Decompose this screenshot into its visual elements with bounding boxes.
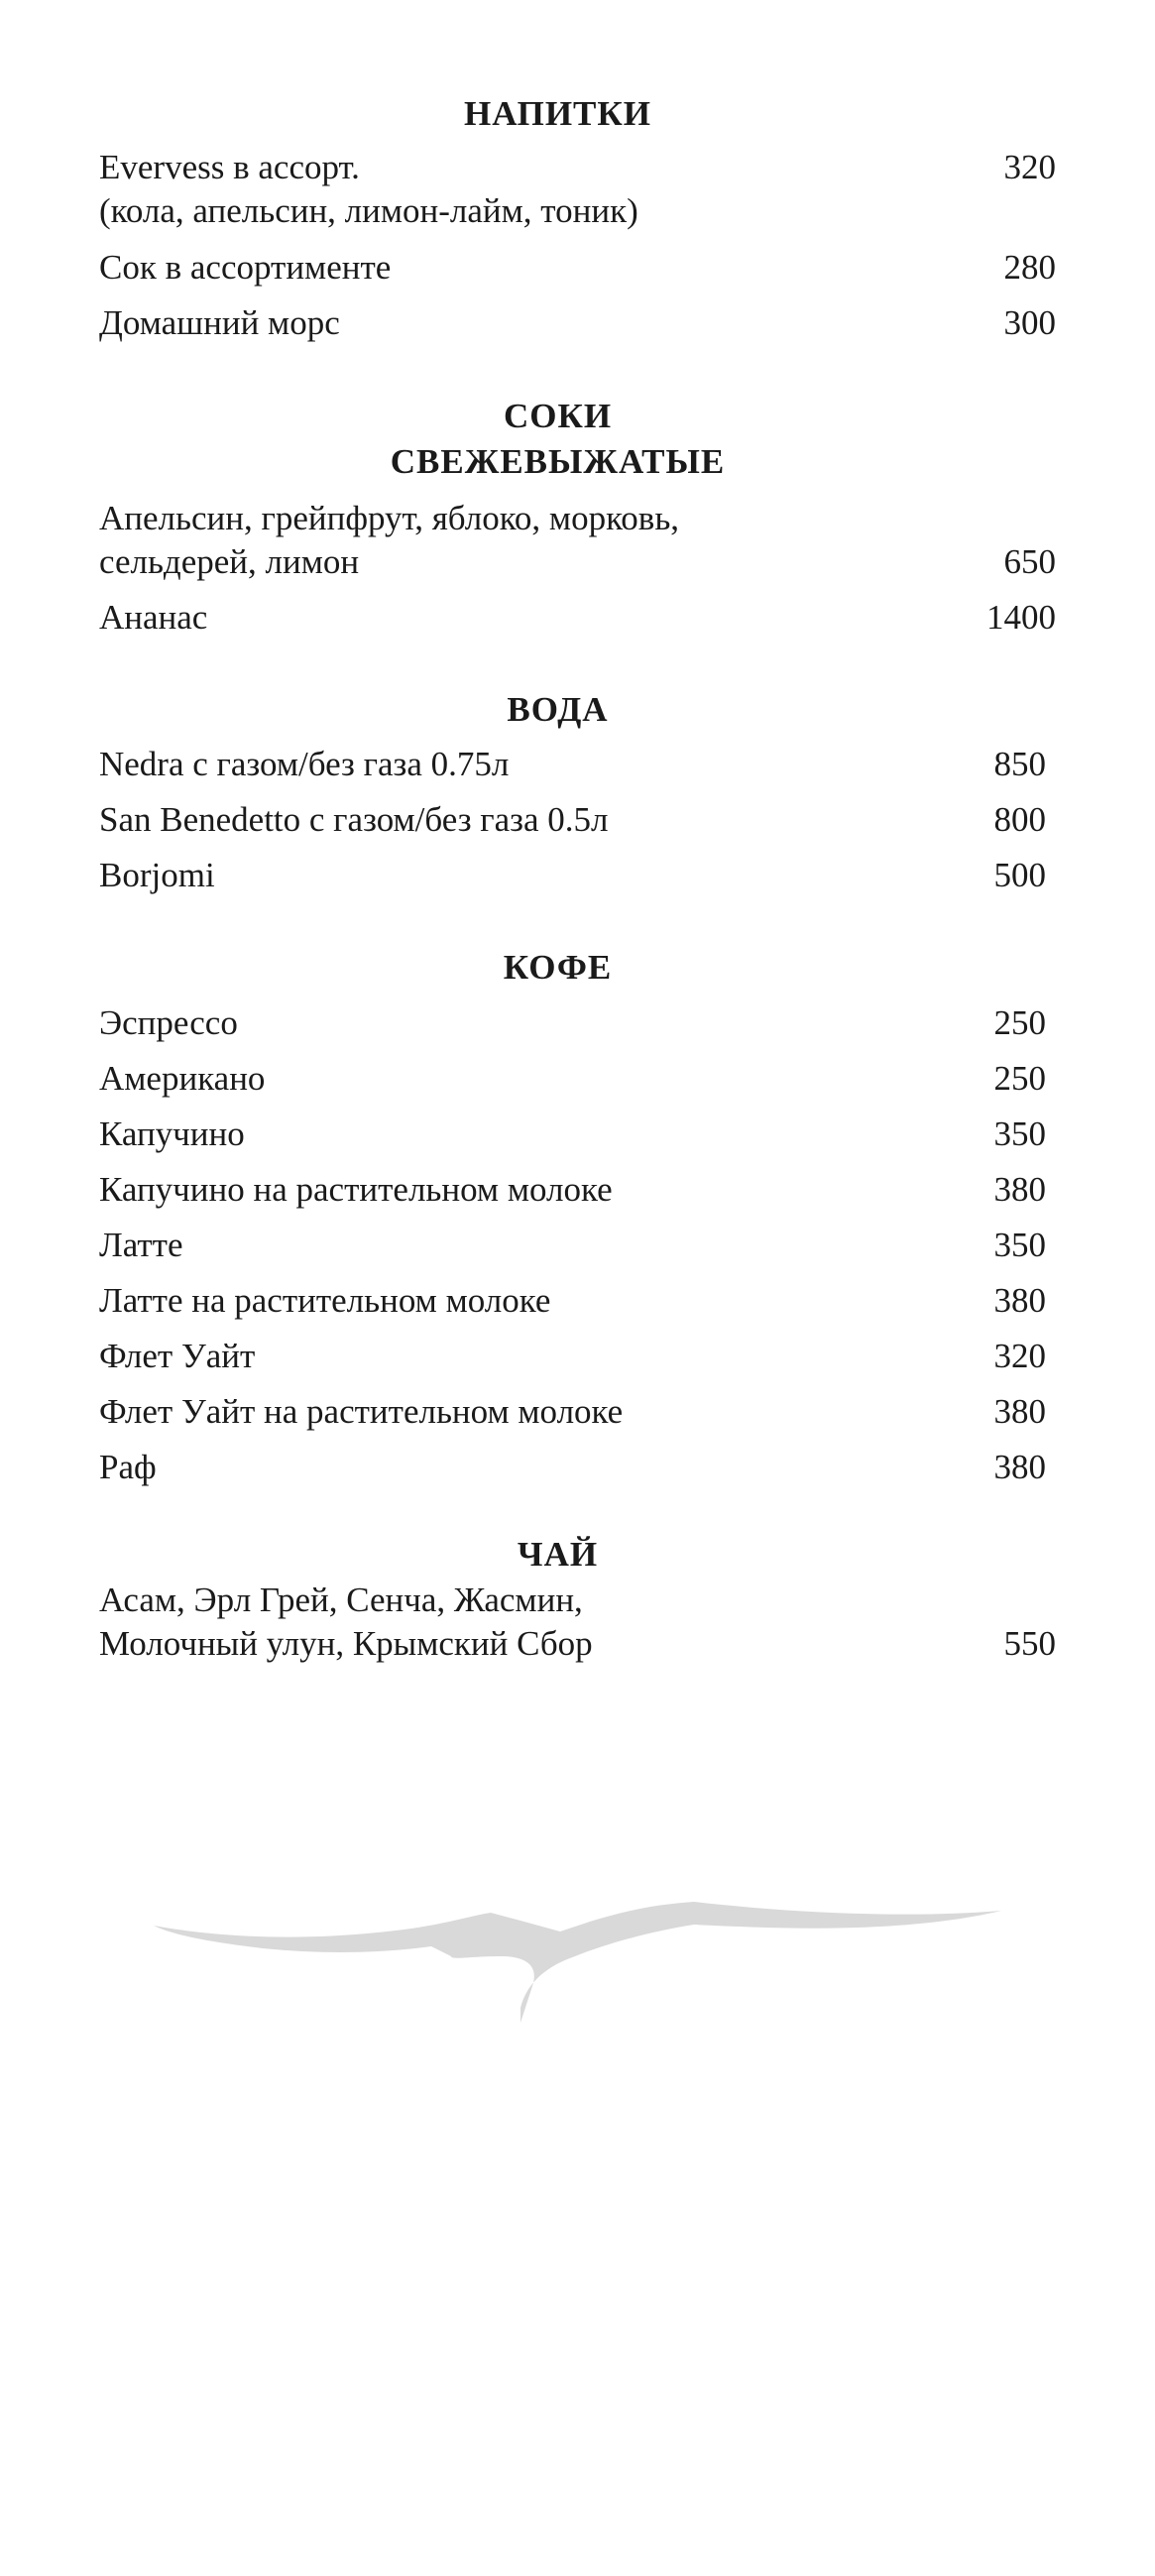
menu-item	[99, 497, 1056, 584]
item-name: Borjomi	[99, 856, 215, 894]
item-price: 1400	[986, 598, 1056, 637]
item-name: Evervess в ассорт. (кола, апельсин, лимон-лайм, тоник)	[99, 148, 638, 230]
item-name: Nedra с газом/без газа 0.75л	[99, 745, 510, 783]
menu-item	[99, 596, 1056, 640]
menu-item	[99, 1446, 1056, 1489]
menu-item	[99, 1390, 1056, 1434]
item-name: Латте на растительном молоке	[99, 1281, 551, 1320]
menu-item	[99, 1168, 1056, 1212]
item-name: Флет Уайт	[99, 1337, 256, 1375]
item-price: 380	[993, 1170, 1046, 1209]
item-name: Капучино на растительном молоке	[99, 1170, 613, 1209]
item-name: Апельсин, грейпфрут, яблоко, морковь, сельдерей, лимон	[99, 499, 680, 581]
item-name: Латте	[99, 1226, 183, 1264]
item-price: 800	[993, 800, 1046, 839]
item-name: Ананас	[99, 598, 208, 637]
item-price: 380	[993, 1392, 1046, 1431]
item-name: Асам, Эрл Грей, Сенча, Жасмин, Молочный улун, Крымский Сбор	[99, 1581, 593, 1663]
item-price: 350	[993, 1226, 1046, 1264]
item-price: 320	[993, 1337, 1046, 1375]
section-title-drinks: НАПИТКИ	[463, 94, 652, 133]
menu-item	[99, 1224, 1056, 1267]
item-name: Сок в ассортименте	[99, 248, 392, 287]
item-name: Эспрессо	[99, 1003, 238, 1042]
menu-item	[99, 1112, 1056, 1156]
menu-item	[99, 1579, 1056, 1666]
item-name: Капучино	[99, 1114, 245, 1153]
menu-item	[99, 1335, 1056, 1378]
section-title-tea: ЧАЙ	[517, 1535, 599, 1574]
seagull-logo-icon	[154, 1899, 1001, 2028]
item-price: 650	[1003, 542, 1056, 581]
menu-item	[99, 743, 1056, 786]
item-price: 300	[1003, 303, 1056, 342]
item-price: 250	[993, 1059, 1046, 1098]
menu-item	[99, 246, 1056, 290]
item-price: 550	[1003, 1624, 1056, 1663]
item-price: 850	[993, 745, 1046, 783]
menu-item	[99, 798, 1056, 842]
menu-item	[99, 1057, 1056, 1101]
menu-item	[99, 301, 1056, 345]
item-name: Флет Уайт на растительном молоке	[99, 1392, 624, 1431]
item-name: San Benedetto с газом/без газа 0.5л	[99, 800, 609, 839]
item-price: 380	[993, 1281, 1046, 1320]
section-title-coffee: КОФЕ	[503, 948, 613, 987]
item-name: Американо	[99, 1059, 266, 1098]
menu-item	[99, 1279, 1056, 1323]
menu-item	[99, 146, 1056, 233]
section-title-water: ВОДА	[507, 690, 609, 729]
item-name: Раф	[99, 1448, 157, 1486]
section-title-fresh-juices: СОКИ СВЕЖЕВЫЖАТЫЕ	[390, 397, 726, 481]
menu-item	[99, 1001, 1056, 1045]
item-price: 250	[993, 1003, 1046, 1042]
item-price: 350	[993, 1114, 1046, 1153]
item-price: 280	[1003, 248, 1056, 287]
item-name: Домашний морс	[99, 303, 340, 342]
item-price: 500	[993, 856, 1046, 894]
seagull-body	[154, 1902, 1001, 2023]
item-price: 380	[993, 1448, 1046, 1486]
menu-item	[99, 854, 1056, 897]
item-price: 320	[1003, 148, 1056, 186]
